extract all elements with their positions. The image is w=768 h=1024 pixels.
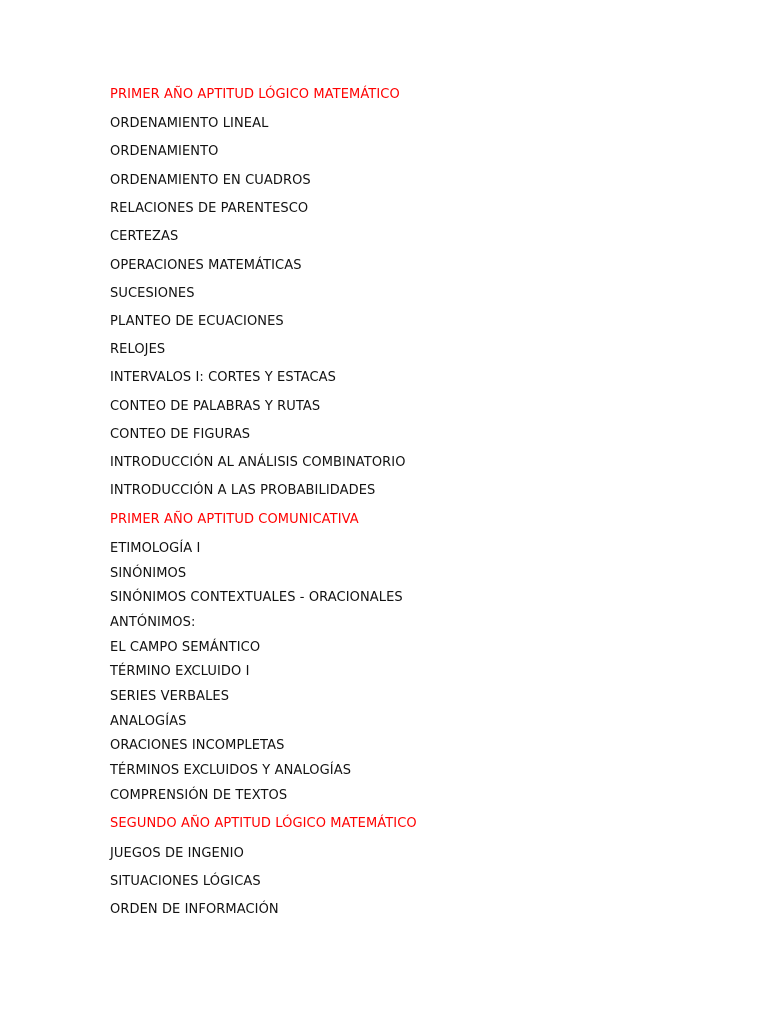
list-item: ANALOGÍAS	[110, 714, 187, 729]
list-item: OPERACIONES MATEMÁTICAS	[110, 258, 302, 273]
list-item: SITUACIONES LÓGICAS	[110, 874, 261, 889]
list-item: TÉRMINOS EXCLUIDOS Y ANALOGÍAS	[110, 763, 352, 778]
list-item: ETIMOLOGÍA I	[110, 541, 201, 556]
list-item: ORDENAMIENTO EN CUADROS	[110, 173, 311, 188]
list-item: ORACIONES INCOMPLETAS	[110, 738, 285, 753]
list-item: RELACIONES DE PARENTESCO	[110, 201, 309, 216]
list-item: ORDENAMIENTO	[110, 144, 219, 159]
list-item: ORDENAMIENTO LINEAL	[110, 116, 269, 131]
list-item: INTRODUCCIÓN AL ANÁLISIS COMBINATORIO	[110, 455, 406, 470]
list-item: INTRODUCCIÓN A LAS PROBABILIDADES	[110, 483, 376, 498]
list-item: RELOJES	[110, 342, 166, 357]
section-heading: SEGUNDO AÑO APTITUD LÓGICO MATEMÁTICO	[110, 816, 417, 831]
list-item: SERIES VERBALES	[110, 689, 230, 704]
list-item: CONTEO DE FIGURAS	[110, 427, 251, 442]
list-item: INTERVALOS I: CORTES Y ESTACAS	[110, 370, 337, 385]
list-item: SINÓNIMOS	[110, 566, 187, 581]
list-item: EL CAMPO SEMÁNTICO	[110, 640, 261, 655]
list-item: CONTEO DE PALABRAS Y RUTAS	[110, 399, 321, 414]
list-item: TÉRMINO EXCLUIDO I	[110, 664, 250, 679]
list-item: JUEGOS DE INGENIO	[110, 846, 244, 861]
list-item: SINÓNIMOS CONTEXTUALES - ORACIONALES	[110, 590, 403, 605]
list-item: SUCESIONES	[110, 286, 195, 301]
section-heading: PRIMER AÑO APTITUD LÓGICO MATEMÁTICO	[110, 87, 400, 102]
list-item: COMPRENSIÓN DE TEXTOS	[110, 788, 288, 803]
list-item: PLANTEO DE ECUACIONES	[110, 314, 284, 329]
list-item: ANTÓNIMOS:	[110, 615, 196, 630]
list-item: ORDEN DE INFORMACIÓN	[110, 902, 279, 917]
section-heading: PRIMER AÑO APTITUD COMUNICATIVA	[110, 512, 359, 527]
list-item: CERTEZAS	[110, 229, 179, 244]
